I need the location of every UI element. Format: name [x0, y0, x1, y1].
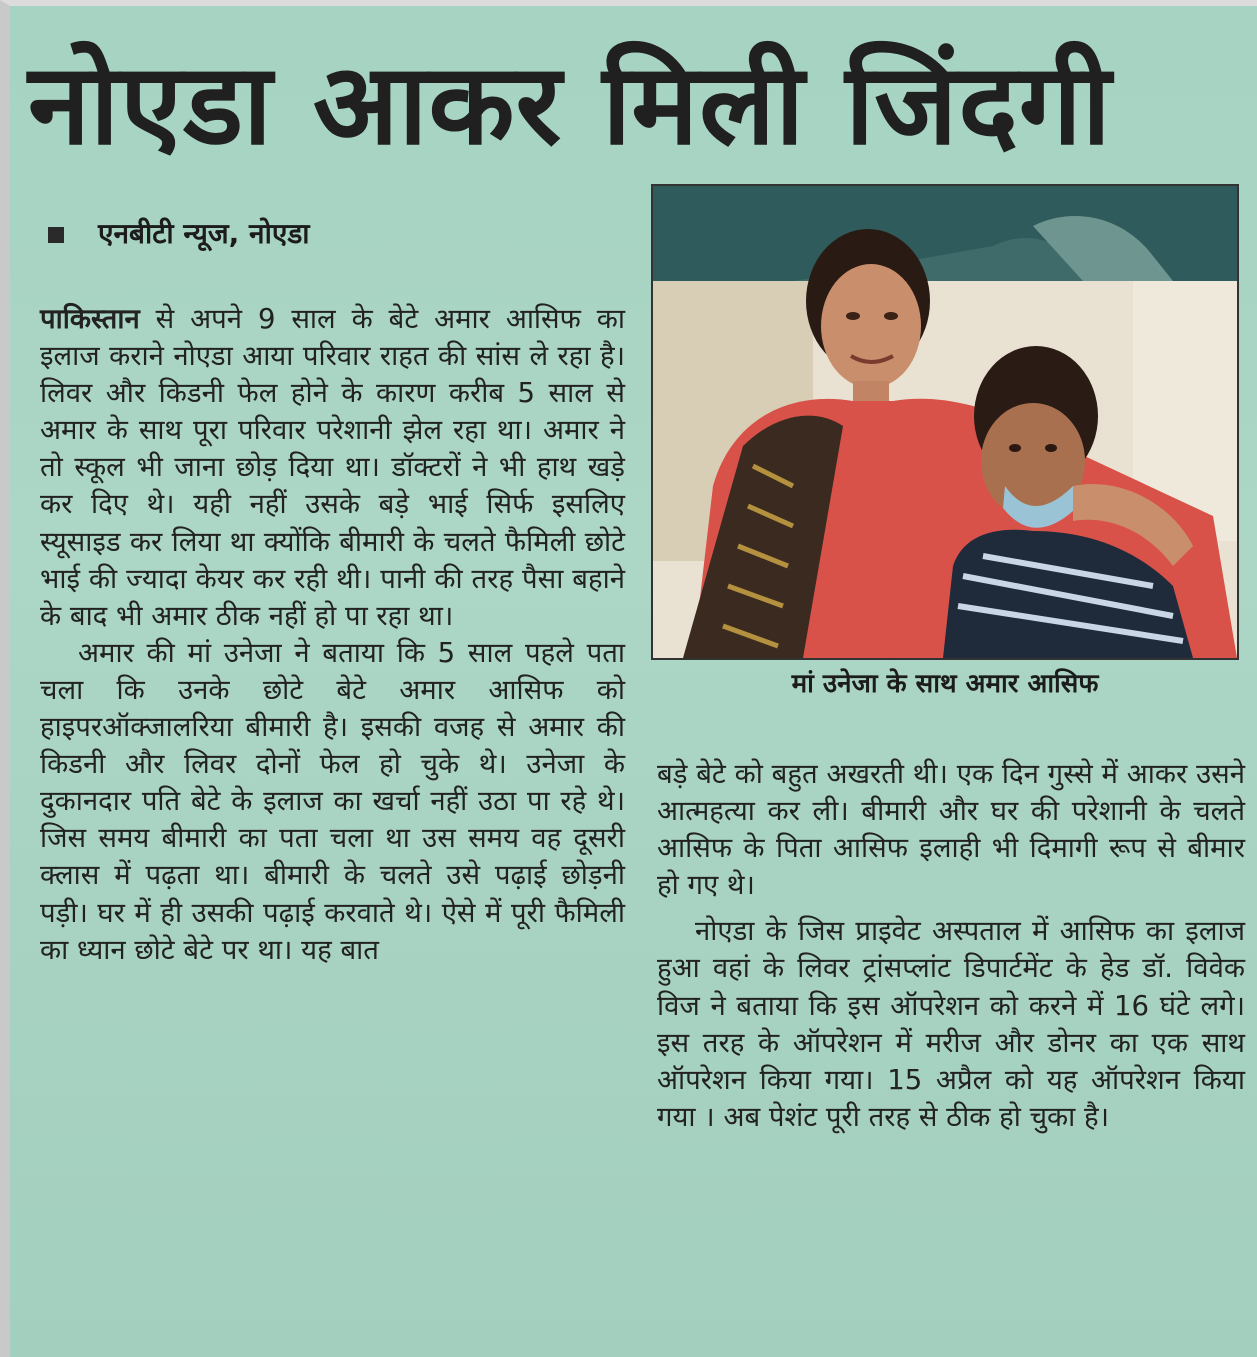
- article-column-right: [657, 756, 1245, 1136]
- paragraph-1-text: से अपने 9 साल के बेटे अमार आसिफ का इलाज कराने नोएडा आया परिवार राहत की सांस ले रहा है। लिवर और किडनी फेल होने के कारण करीब 5 साल से अमार के साथ पूरा परिवार परेशानी झेल रहा था। अमार ने तो स्कूल भी जाना छोड़ दिया था। डॉक्टरों ने भी हाथ खड़े कर दिए थे। यही नहीं उसके बड़े भाई सिर्फ इसलिए स्यूसाइड कर लिया था क्योंकि बीमारी के चलते फैमिली छोटे भाई की ज्यादा केयर कर रही थी। पानी की तरह पैसा बहाने के बाद भी अमार ठीक नहीं हो पा रहा था।: [40, 303, 625, 632]
- byline-text: एनबीटी न्यूज, नोएडा: [98, 217, 310, 250]
- article-paragraph-1: [40, 301, 625, 635]
- article-paragraph-2: अमार की मां उनेजा ने बताया कि 5 साल पहले पता चला कि उनके छोटे बेटे अमार आसिफ को हाइपरऑक्जालरिया बीमारी है। इसकी वजह से अमार की किडनी और लिवर दोनों फेल हो चुके थे। उनेजा के दुकानदार पति बेटे के इलाज का खर्चा नहीं उठा पा रहे थे। जिस समय बीमारी का पता चला था उस समय वह दूसरी क्लास में पढ़ता था। बीमारी के चलते उसे पढ़ाई छोड़नी पड़ी। घर में ही उसकी पढ़ाई करवाते थे। ऐसे में पूरी फैमिली का ध्यान छोटे बेटे पर था। यह बात: [40, 636, 625, 966]
- article-paragraph-3: बड़े बेटे को बहुत अखरती थी। एक दिन गुस्से में आकर उसने आत्महत्या कर ली। बीमारी और घर की परेशानी के चलते आसिफ के पिता आसिफ इलाही भी दिमागी रूप से बीमार हो गए थे।: [657, 758, 1245, 902]
- headline: नोएडा आकर मिली जिंदगी: [28, 40, 1112, 170]
- photo-caption: मां उनेजा के साथ अमार आसिफ: [791, 669, 1099, 699]
- article-photo: [651, 184, 1239, 660]
- mother-and-son-photo: [653, 186, 1237, 658]
- byline: [48, 214, 310, 254]
- bullet-square-icon: [48, 227, 64, 243]
- lead-word: पाकिस्तान: [40, 303, 140, 335]
- article-paragraph-4: नोएडा के जिस प्राइवेट अस्पताल में आसिफ का इलाज हुआ वहां के लिवर ट्रांसप्लांट डिपार्टमेंट के हेड डॉ. विवेक विज ने बताया कि इस ऑपरेशन को करने में 16 घंटे लगे। इस तरह के ऑपरेशन में मरीज और डोनर का एक साथ ऑपरेशन किया गया। 15 अप्रैल को यह ऑपरेशन किया गया । अब पेशंट पूरी तरह से ठीक हो चुका है।: [657, 915, 1245, 1133]
- article-column-left: [40, 301, 625, 969]
